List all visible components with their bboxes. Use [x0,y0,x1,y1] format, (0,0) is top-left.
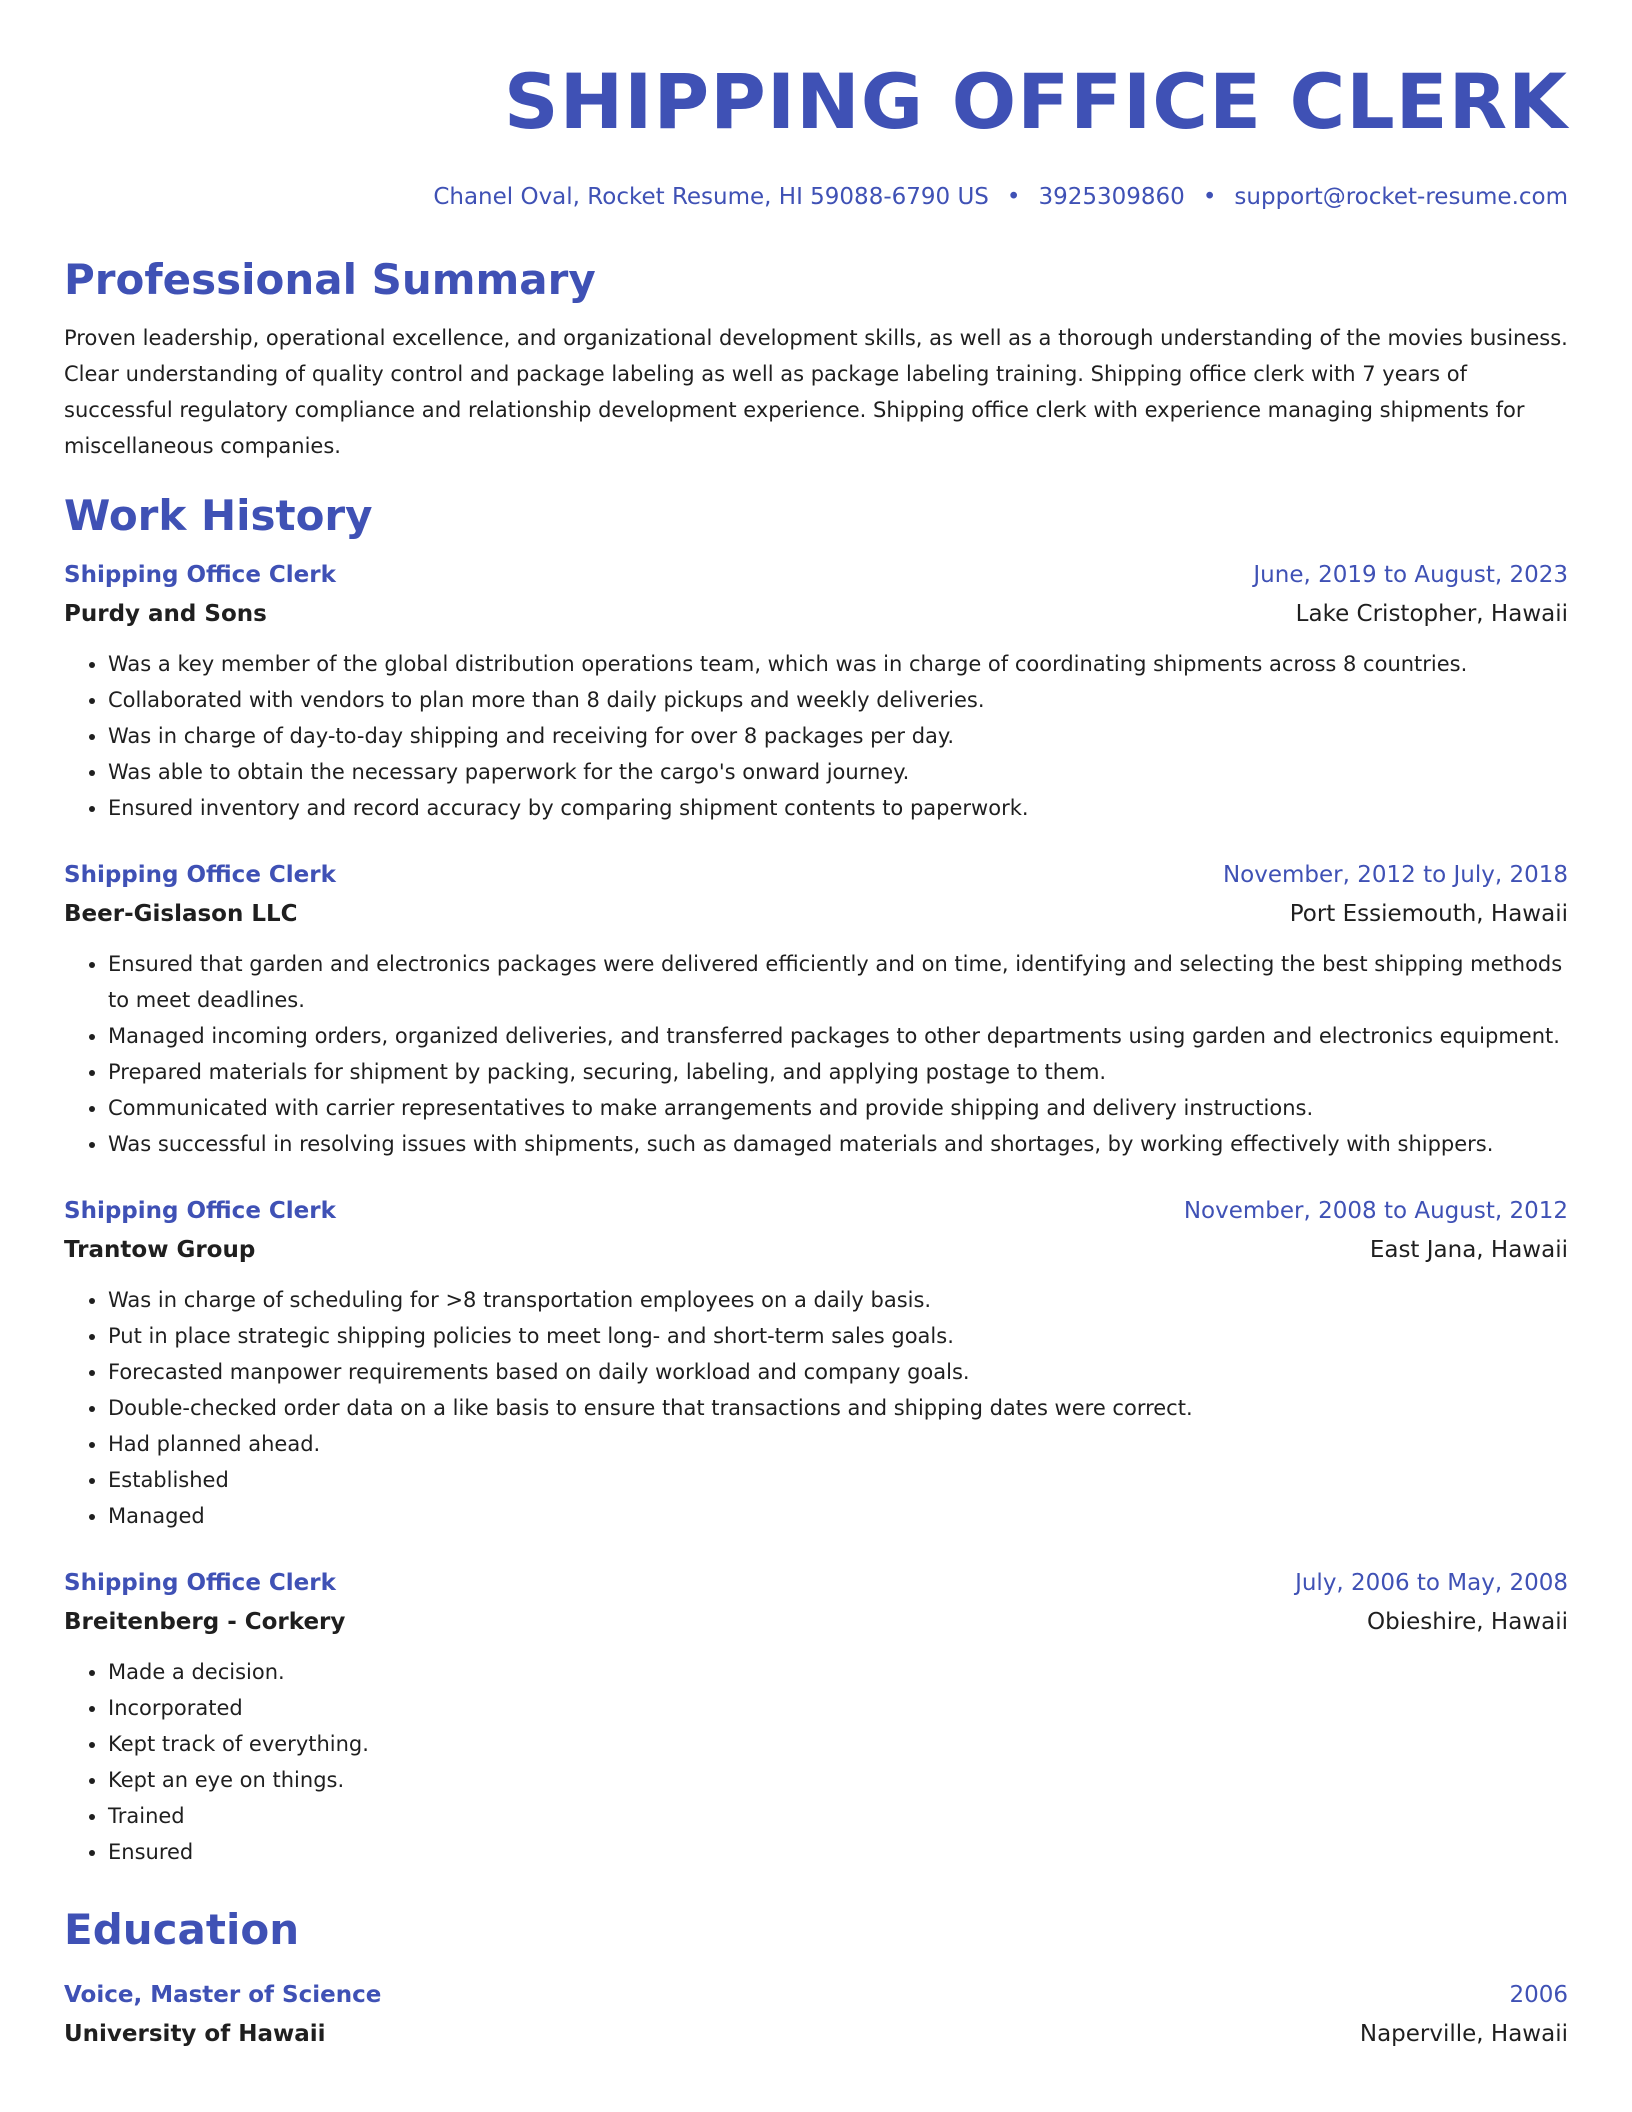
job-bullet: • Communicated with carrier representatives to make arrangements and provide shipping and delivery instructions. [108,1090,1568,1126]
school-name: University of Hawaii [64,2021,326,2047]
job-bullet: • Double-checked order data on a like basis to ensure that transactions and shipping dates were correct. [108,1390,1568,1426]
separator-dot: • [1202,184,1217,210]
job-location: East Jana, Hawaii [1369,1237,1568,1263]
job-dates: November, 2008 to August, 2012 [1183,1198,1568,1224]
job-bullet-list [64,1654,1568,1870]
job-company: Trantow Group [64,1237,256,1263]
job-dates: July, 2006 to May, 2008 [1295,1570,1568,1596]
degree: Voice, Master of Science [64,1982,382,2008]
job-bullet: • Was able to obtain the necessary paperwork for the cargo's onward journey. [108,754,1568,790]
job-bullet: • Managed incoming orders, organized deliveries, and transferred packages to other departments using garden and electronics equipment. [108,1018,1568,1054]
education-heading: Education [64,1905,300,1954]
graduation-year: 2006 [1509,1982,1568,2008]
job-bullet-list [64,946,1568,1162]
job-dates: June, 2019 to August, 2023 [1253,562,1568,588]
job-company: Breitenberg - Corkery [64,1609,346,1635]
job-bullet: • Kept track of everything. [108,1726,1568,1762]
job-bullet: • Ensured [108,1834,1568,1870]
job-bullet: • Was in charge of day-to-day shipping and receiving for over 8 packages per day. [108,718,1568,754]
job-dates: November, 2012 to July, 2018 [1222,862,1568,888]
job-role: Shipping Office Clerk [64,562,336,588]
job-bullet: • Had planned ahead. [108,1426,1568,1462]
job-role: Shipping Office Clerk [64,1570,336,1596]
job-bullet-list [64,1282,1568,1534]
job-entry [64,1192,1568,1534]
job-role: Shipping Office Clerk [64,1198,336,1224]
education-entry [64,1976,1568,2054]
job-bullet: • Incorporated [108,1690,1568,1726]
job-entry [64,556,1568,826]
job-company: Purdy and Sons [64,601,267,627]
summary-text: Proven leadership, operational excellence, and organizational development skills, as well as a thorough understanding of the movies business. Clear understanding of quality control and package labeling as well as package labeling training. Shipping office clerk with 7 years of successful regulatory compliance and relationship development experience. Shipping office clerk with experience managing shipments for miscellaneous companies. [64,326,1568,458]
job-bullet: • Was a key member of the global distribution operations team, which was in charge of coordinating shipments across 8 countries. [108,646,1568,682]
job-location: Lake Cristopher, Hawaii [1295,601,1568,627]
work-history-list [64,556,1568,1870]
job-bullet: • Ensured that garden and electronics packages were delivered efficiently and on time, identifying and selecting the best shipping methods to meet deadlines. [108,946,1568,1018]
resume-page [64,56,1568,2054]
job-location: Obieshire, Hawaii [1367,1609,1568,1635]
job-bullet: • Established [108,1462,1568,1498]
job-bullet: • Managed [108,1498,1568,1534]
job-bullet: • Ensured inventory and record accuracy by comparing shipment contents to paperwork. [108,790,1568,826]
job-bullet: • Was in charge of scheduling for >8 transportation employees on a daily basis. [108,1282,1568,1318]
job-bullet: • Trained [108,1798,1568,1834]
job-location: Port Essiemouth, Hawaii [1289,901,1568,927]
address: Chanel Oval, Rocket Resume, HI 59088-6790 US [433,184,989,210]
job-bullet: • Was successful in resolving issues with shipments, such as damaged materials and shortages, by working effectively with shippers. [108,1126,1568,1162]
school-location: Naperville, Hawaii [1359,2021,1568,2047]
job-company: Beer-Gislason LLC [64,901,298,927]
job-bullet: • Kept an eye on things. [108,1762,1568,1798]
job-bullet: • Forecasted manpower requirements based on daily workload and company goals. [108,1354,1568,1390]
job-bullet: • Collaborated with vendors to plan more than 8 daily pickups and weekly deliveries. [108,682,1568,718]
job-bullet-list [64,646,1568,826]
job-role: Shipping Office Clerk [64,862,336,888]
job-bullet: • Made a decision. [108,1654,1568,1690]
work-history-heading: Work History [64,491,373,540]
email-link[interactable]: support@rocket-resume.com [1234,184,1568,210]
candidate-title: SHIPPING OFFICE CLERK [503,57,1568,146]
job-entry [64,856,1568,1162]
summary-heading: Professional Summary [64,255,596,304]
job-entry [64,1564,1568,1870]
separator-dot: • [1006,184,1021,210]
contact-line [64,182,1568,212]
job-bullet: • Put in place strategic shipping policies to meet long- and short-term sales goals. [108,1318,1568,1354]
job-bullet: • Prepared materials for shipment by packing, securing, labeling, and applying postage to them. [108,1054,1568,1090]
phone: 3925309860 [1038,184,1185,210]
